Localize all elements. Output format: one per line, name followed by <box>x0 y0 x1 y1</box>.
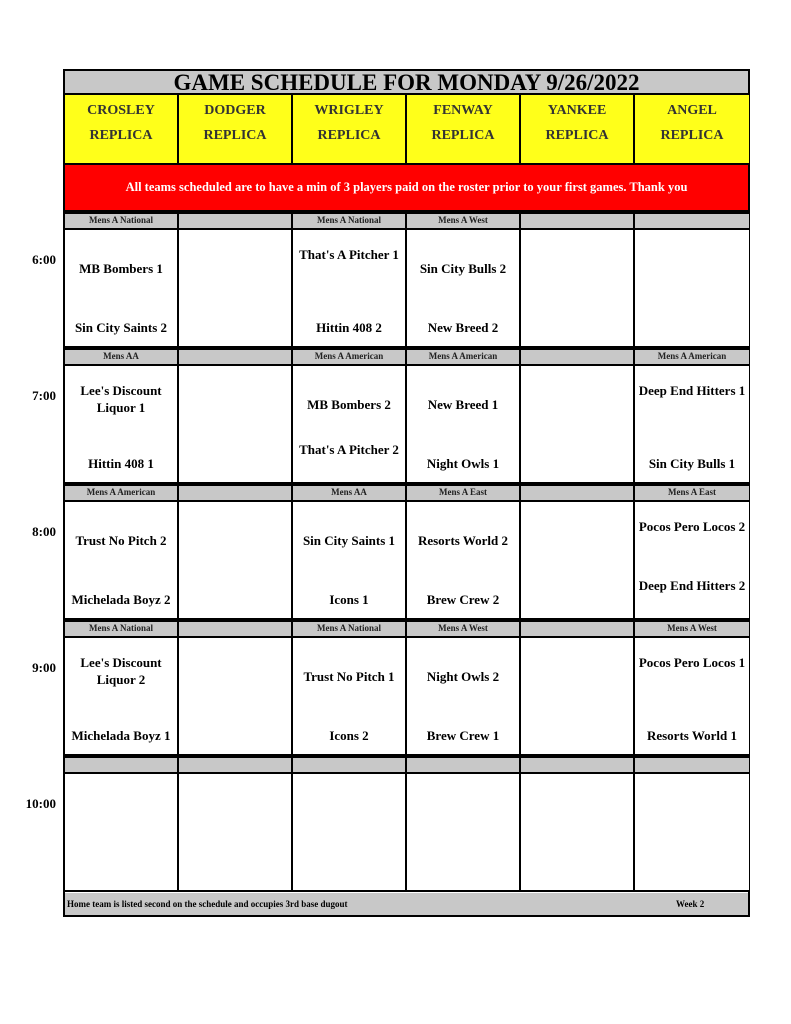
game-cell <box>179 502 293 620</box>
division-label <box>521 212 635 230</box>
field-header-wrigley <box>293 95 407 165</box>
away-team: Trust No Pitch 2 <box>75 533 167 548</box>
field-subtitle: REPLICA <box>545 128 609 143</box>
game-cell <box>65 638 179 756</box>
home-team: Sin City Saints 2 <box>74 320 168 335</box>
home-team: Deep End Hitters 2 <box>638 578 746 593</box>
game-cell <box>407 230 521 348</box>
field-name: ANGEL <box>667 103 717 118</box>
game-cell <box>293 774 407 892</box>
division-label <box>521 620 635 638</box>
game-cell <box>521 366 635 484</box>
game-cell <box>293 502 407 620</box>
game-cell <box>293 638 407 756</box>
division-label: Mens A National <box>293 620 407 638</box>
game-cell <box>635 230 749 348</box>
game-cell <box>521 638 635 756</box>
field-subtitle: REPLICA <box>317 128 381 143</box>
game-cell <box>407 366 521 484</box>
division-label <box>521 756 635 774</box>
game-cell <box>293 230 407 348</box>
time-label: 7:00 <box>32 388 56 403</box>
division-label: Mens A National <box>65 212 179 230</box>
game-cell <box>293 366 407 484</box>
game-cell <box>521 502 635 620</box>
division-label: Mens A National <box>293 212 407 230</box>
division-label <box>179 484 293 502</box>
field-subtitle: REPLICA <box>203 128 267 143</box>
field-header-yankee <box>521 95 635 165</box>
field-name: FENWAY <box>433 103 493 118</box>
away-team: New Breed 1 <box>427 397 499 412</box>
away-team: Sin City Saints 1 <box>302 533 396 548</box>
home-team: Michelada Boyz 1 <box>71 728 171 743</box>
division-label <box>65 756 179 774</box>
field-header-crosley <box>65 95 179 165</box>
division-label: Mens A National <box>65 620 179 638</box>
game-cell <box>179 774 293 892</box>
time-label: 9:00 <box>32 660 56 675</box>
division-label <box>179 348 293 366</box>
game-cell <box>635 366 749 484</box>
game-cell <box>521 230 635 348</box>
division-label: Mens A East <box>407 484 521 502</box>
away-team: Trust No Pitch 1 <box>303 669 395 684</box>
game-cell <box>635 502 749 620</box>
home-team: Michelada Boyz 2 <box>71 592 171 607</box>
home-team: Night Owls 1 <box>426 456 500 471</box>
away-team: MB Bombers 1 <box>79 261 163 276</box>
away-team: MB Bombers 2 <box>307 397 391 412</box>
game-cell <box>65 230 179 348</box>
division-label <box>635 212 749 230</box>
home-team: Hittin 408 1 <box>88 456 154 471</box>
game-cell <box>635 638 749 756</box>
week-label: Week 2 <box>676 899 705 909</box>
time-label: 6:00 <box>32 252 56 267</box>
division-label: Mens A American <box>293 348 407 366</box>
game-cell <box>407 774 521 892</box>
time-label: 10:00 <box>25 796 56 811</box>
division-label: Mens A West <box>407 620 521 638</box>
division-label: Mens A American <box>65 484 179 502</box>
away-team: Resorts World 2 <box>417 533 509 548</box>
field-name: DODGER <box>204 103 266 118</box>
division-label: Mens AA <box>65 348 179 366</box>
division-label <box>407 756 521 774</box>
game-cell <box>179 638 293 756</box>
game-cell <box>65 366 179 484</box>
notice-banner: All teams scheduled are to have a min of 3 players paid on the roster prior to your first games. Thank you <box>65 165 748 212</box>
away-team: Pocos Pero Locos 1 <box>638 655 746 670</box>
home-team: New Breed 2 <box>427 320 499 335</box>
away-team: Deep End Hitters 1 <box>638 383 746 398</box>
game-cell <box>179 366 293 484</box>
field-name: WRIGLEY <box>314 103 384 118</box>
game-cell <box>407 638 521 756</box>
field-header-angel <box>635 95 749 165</box>
game-cell <box>635 774 749 892</box>
field-name: YANKEE <box>547 103 607 118</box>
footer-bar <box>65 893 748 915</box>
field-subtitle: REPLICA <box>431 128 495 143</box>
game-cell <box>65 502 179 620</box>
footer-note: Home team is listed second on the schedule and occupies 3rd base dugout <box>67 899 348 909</box>
home-team: Icons 1 <box>329 592 369 607</box>
game-cell <box>65 774 179 892</box>
division-label <box>179 620 293 638</box>
home-team: That's A Pitcher 2 <box>299 442 399 457</box>
division-label: Mens A American <box>407 348 521 366</box>
away-team: Night Owls 2 <box>426 669 500 684</box>
division-label: Mens A West <box>407 212 521 230</box>
game-cell <box>179 230 293 348</box>
division-label: Mens A West <box>635 620 749 638</box>
division-label <box>635 756 749 774</box>
away-team: Sin City Bulls 2 <box>419 261 507 276</box>
division-label <box>521 348 635 366</box>
field-header-fenway <box>407 95 521 165</box>
division-label: Mens A East <box>635 484 749 502</box>
home-team: Resorts World 1 <box>646 728 738 743</box>
schedule-sheet <box>63 69 750 917</box>
page-title: GAME SCHEDULE FOR MONDAY 9/26/2022 <box>65 71 748 95</box>
away-team: Lee's Discount Liquor 2 <box>80 655 162 687</box>
division-label: Mens A American <box>635 348 749 366</box>
time-label: 8:00 <box>32 524 56 539</box>
division-label <box>521 484 635 502</box>
field-subtitle: REPLICA <box>89 128 153 143</box>
away-team: Lee's Discount Liquor 1 <box>80 383 162 415</box>
field-header-dodger <box>179 95 293 165</box>
away-team: That's A Pitcher 1 <box>299 247 399 262</box>
division-label: Mens AA <box>293 484 407 502</box>
home-team: Brew Crew 1 <box>426 728 500 743</box>
field-name: CROSLEY <box>87 103 155 118</box>
home-team: Hittin 408 2 <box>316 320 382 335</box>
home-team: Icons 2 <box>329 728 369 743</box>
game-cell <box>407 502 521 620</box>
division-label <box>179 756 293 774</box>
home-team: Sin City Bulls 1 <box>648 456 736 471</box>
division-label <box>179 212 293 230</box>
division-label <box>293 756 407 774</box>
home-team: Brew Crew 2 <box>426 592 500 607</box>
field-subtitle: REPLICA <box>660 128 724 143</box>
game-cell <box>521 774 635 892</box>
away-team: Pocos Pero Locos 2 <box>638 519 746 534</box>
